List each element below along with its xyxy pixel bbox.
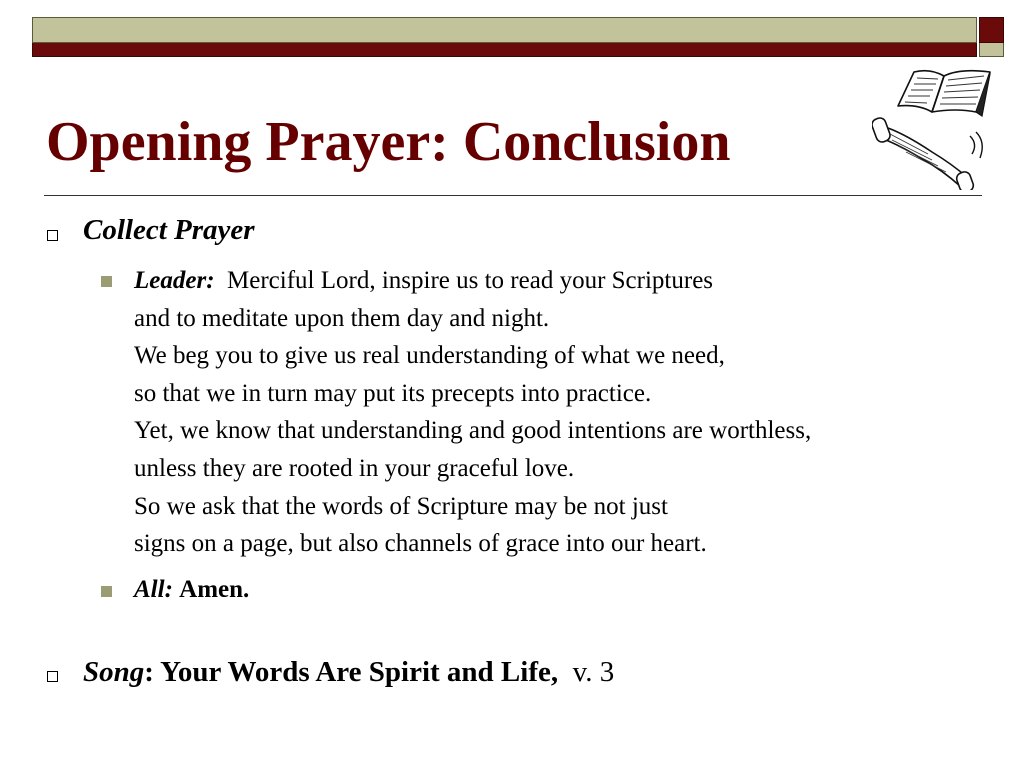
song-label: Song: [83, 656, 145, 688]
collect-prayer-heading: Collect Prayer: [83, 214, 255, 246]
header-corner-block: [979, 17, 1004, 57]
title-divider: [44, 195, 982, 196]
leader-line: so that we in turn may put its precepts into practice.: [134, 379, 652, 407]
leader-line: Yet, we know that understanding and good intentions are worthless,: [134, 417, 812, 445]
hollow-square-bullet-icon: [47, 230, 58, 241]
leader-text-block: [134, 262, 811, 563]
leader-line: unless they are rooted in your graceful love.: [134, 454, 575, 482]
header-band-olive: [32, 17, 977, 43]
all-response: [134, 571, 249, 609]
song-title: : Your Words Are Spirit and Life,: [144, 656, 559, 688]
leader-line: So we ask that the words of Scripture may be not just: [134, 492, 668, 520]
header-band-maroon: [32, 43, 977, 57]
filled-square-bullet-icon: [101, 586, 112, 597]
song-verse: v. 3: [572, 656, 615, 688]
leader-line-text: Merciful Lord, inspire us to read your Scriptures: [227, 267, 714, 294]
all-text: Amen.: [179, 576, 250, 603]
leader-line: [134, 262, 811, 300]
song-line: [83, 655, 614, 690]
hollow-square-bullet-icon: [47, 671, 58, 682]
leader-line: and to meditate upon them day and night.: [134, 304, 550, 332]
leader-line: signs on a page, but also channels of grace into our heart.: [134, 530, 707, 558]
header-band: [32, 17, 977, 57]
all-label: All:: [134, 576, 173, 603]
corner-block-olive: [979, 43, 1004, 57]
leader-label: Leader:: [134, 267, 215, 294]
slide-title: Opening Prayer: Conclusion: [46, 111, 731, 173]
filled-square-bullet-icon: [101, 276, 112, 287]
leader-line: We beg you to give us real understanding of what we need,: [134, 342, 725, 370]
open-bible-and-scroll-icon: [872, 66, 994, 190]
corner-block-maroon: [979, 17, 1004, 43]
